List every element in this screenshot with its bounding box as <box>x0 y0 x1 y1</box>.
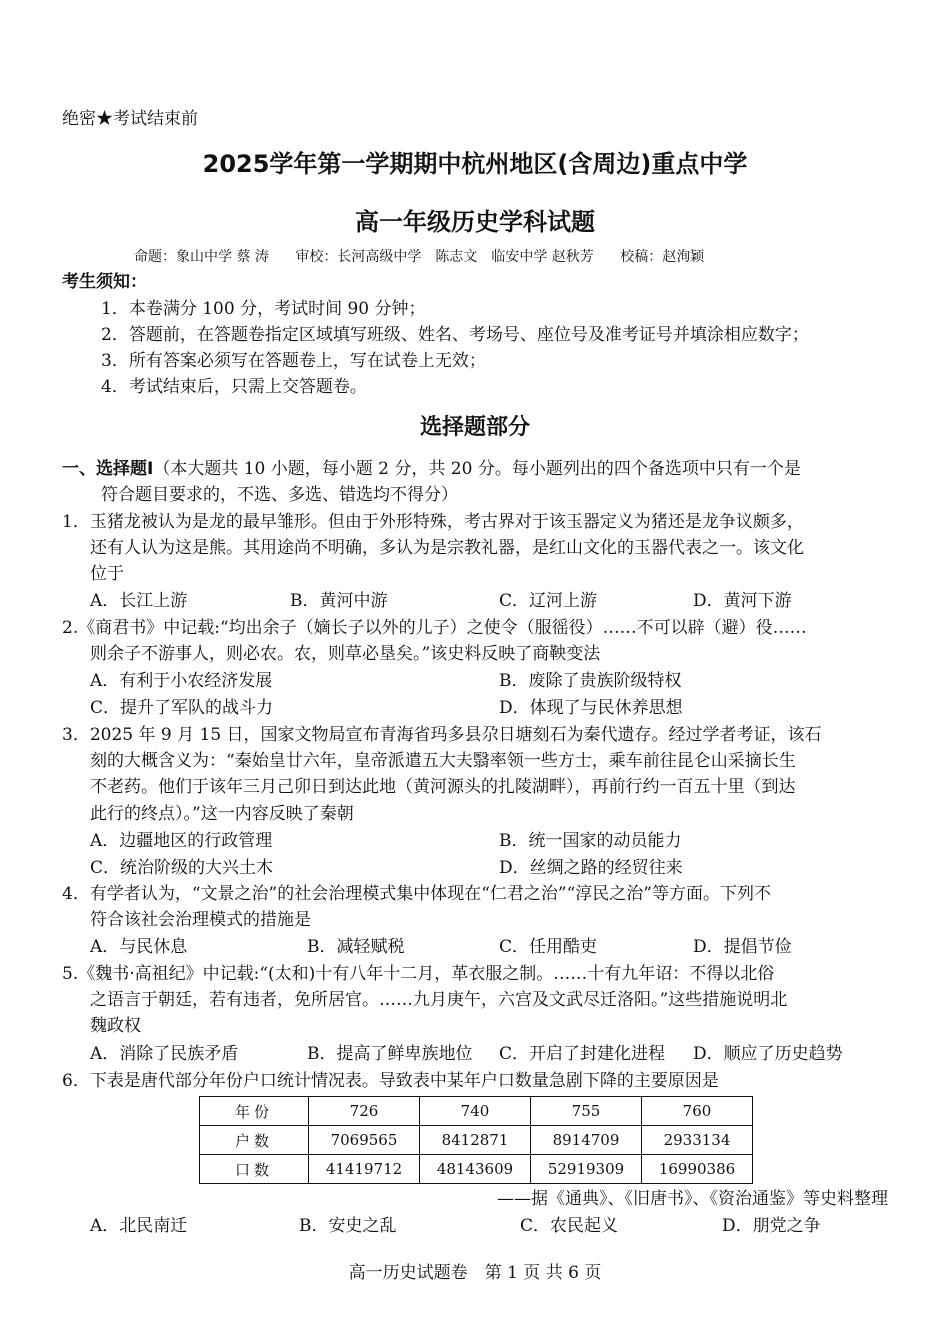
question-5-line: 之语言于朝廷，若有违者，免所居官。……九月庚午，六宫及文武尽迁洛阳。”这些措施说明北 <box>90 990 788 1010</box>
part-instruction-1: （本大题共 10 小题，每小题 2 分，共 20 分。每小题列出的四个备选项中只有一个是 <box>153 459 801 479</box>
table-header-cell: 760 <box>642 1097 753 1126</box>
question-3-line: 3．2025 年 9 月 15 日，国家文物局宣布青海省玛多县尕日塘刻石为秦代遗存。经过学者考证，该石 <box>62 725 822 745</box>
part-heading: 一、选择题Ⅰ <box>62 459 154 479</box>
question-3-line: 不老药。他们于该年三月己卯日到达此地（黄河源头的扎陵湖畔），再前行约一百五十里（到达 <box>90 777 796 797</box>
question-3-option-b: B．统一国家的动员能力 <box>499 831 682 851</box>
table-cell: 41419712 <box>309 1155 420 1184</box>
question-1-option-b: B．黄河中游 <box>290 591 388 611</box>
question-3-option-c: C．统治阶级的大兴土木 <box>90 858 274 878</box>
table-header-cell: 755 <box>531 1097 642 1126</box>
question-4-line: 4．有学者认为，“文景之治”的社会治理模式集中体现在“仁君之治”“淳民之治”等方面。下列不 <box>62 884 771 904</box>
part-instruction-2: 符合题目要求的，不选、多选、错选均不得分） <box>101 485 458 505</box>
question-3-line: 此行的终点）。”这一内容反映了秦朝 <box>90 804 354 824</box>
question-2-option-a: A．有利于小农经济发展 <box>90 671 273 691</box>
question-1-option-d: D．黄河下游 <box>693 591 792 611</box>
page-footer: 高一历史试题卷 第 1 页 共 6 页 <box>348 1263 602 1283</box>
table-cell: 2933134 <box>642 1126 753 1155</box>
table-source: ——据《通典》、《旧唐书》、《资治通鉴》等史料整理 <box>497 1189 888 1209</box>
question-6-option-d: D．朋党之争 <box>722 1216 821 1236</box>
question-5-option-d: D．顺应了历史趋势 <box>693 1044 843 1064</box>
question-4-option-a: A．与民休息 <box>90 937 188 957</box>
table-row <box>200 1126 753 1155</box>
table-header-cell: 740 <box>420 1097 531 1126</box>
question-5-line: 5.《魏书·高祖纪》中记载:“(太和)十有八年十二月，革衣服之制。……十有九年诏：不得以北俗 <box>62 964 775 984</box>
part-instructions <box>62 456 801 482</box>
question-6-option-b: B．安史之乱 <box>299 1216 397 1236</box>
credit-reviewers: 审校：长河高级中学 陈志文 临安中学 赵秋芳 <box>295 249 594 265</box>
notice-heading: 考生须知： <box>62 272 147 292</box>
credit-proofreader: 校稿：赵洵颖 <box>620 249 705 265</box>
question-6-option-a: A．北民南迁 <box>90 1216 188 1236</box>
question-2-option-b: B．废除了贵族阶级特权 <box>499 671 682 691</box>
question-1-line: 1．玉猪龙被认为是龙的最早雏形。但由于外形特殊，考古界对于该玉器定义为猪还是龙争议颇多， <box>62 512 804 532</box>
secrecy-label: 绝密★考试结束前 <box>62 109 198 129</box>
question-4-option-b: B．减轻赋税 <box>307 937 405 957</box>
table-cell: 户数 <box>200 1126 309 1155</box>
question-4-option-c: C．任用酷吏 <box>499 937 598 957</box>
question-4-option-d: D．提倡节俭 <box>693 937 792 957</box>
question-6-option-c: C．农民起义 <box>520 1216 619 1236</box>
notice-item: 4．考试结束后，只需上交答题卷。 <box>101 377 367 397</box>
question-1-line: 还有人认为这是熊。其用途尚不明确，多认为是宗教礼器，是红山文化的玉器代表之一。该文化 <box>90 538 804 558</box>
question-5-option-a: A．消除了民族矛盾 <box>90 1044 239 1064</box>
question-2-line: 则余子不游事人，则必农。农，则草必垦矣。”该史料反映了商鞅变法 <box>90 644 601 664</box>
question-5-option-c: C．开启了封建化进程 <box>499 1044 666 1064</box>
table-cell: 7069565 <box>309 1126 420 1155</box>
question-1-option-a: A．长江上游 <box>90 591 188 611</box>
question-2-line: 2.《商君书》中记载:“均出余子（嫡长子以外的儿子）之使令（服徭役）……不可以辟（避）役…… <box>62 618 807 638</box>
table-header-cell: 726 <box>309 1097 420 1126</box>
question-3-option-a: A．边疆地区的行政管理 <box>90 831 273 851</box>
question-6-line: 6．下表是唐代部分年份户口统计情况表。导致表中某年户口数量急剧下降的主要原因是 <box>62 1071 719 1091</box>
household-census-table <box>199 1096 753 1184</box>
exam-title: 2025学年第一学期期中杭州地区(含周边)重点中学 <box>202 150 748 178</box>
question-1-line: 位于 <box>90 564 124 584</box>
table-cell: 8412871 <box>420 1126 531 1155</box>
question-3-option-d: D．丝绸之路的经贸往来 <box>499 858 683 878</box>
question-4-line: 符合该社会治理模式的措施是 <box>90 910 311 930</box>
question-2-option-d: D．体现了与民休养思想 <box>499 698 683 718</box>
section-title: 选择题部分 <box>419 415 530 440</box>
notice-item: 2．答题前，在答题卷指定区域填写班级、姓名、考场号、座位号及准考证号并填涂相应数字； <box>101 325 809 345</box>
table-cell: 52919309 <box>531 1155 642 1184</box>
exam-subtitle: 高一年级历史学科试题 <box>355 208 595 236</box>
table-row <box>200 1155 753 1184</box>
question-3-line: 刻的大概含义为：“秦始皇廿六年，皇帝派遣五大夫翳率领一些方士，乘车前往昆仑山采摘长生 <box>90 751 796 771</box>
notice-item: 1．本卷满分 100 分，考试时间 90 分钟； <box>101 299 426 319</box>
table-header-row <box>200 1097 753 1126</box>
table-cell: 16990386 <box>642 1155 753 1184</box>
table-cell: 8914709 <box>531 1126 642 1155</box>
credit-author: 命题：象山中学 蔡 涛 <box>134 249 269 265</box>
table-cell: 48143609 <box>420 1155 531 1184</box>
question-5-line: 魏政权 <box>90 1016 141 1036</box>
notice-item: 3．所有答案必须写在答题卷上，写在试卷上无效； <box>101 351 486 371</box>
table-header-cell: 年份 <box>200 1097 309 1126</box>
table-cell: 口数 <box>200 1155 309 1184</box>
question-1-option-c: C．辽河上游 <box>499 591 598 611</box>
credits-line <box>134 246 726 266</box>
question-5-option-b: B．提高了鲜卑族地位 <box>307 1044 473 1064</box>
question-2-option-c: C．提升了军队的战斗力 <box>90 698 274 718</box>
